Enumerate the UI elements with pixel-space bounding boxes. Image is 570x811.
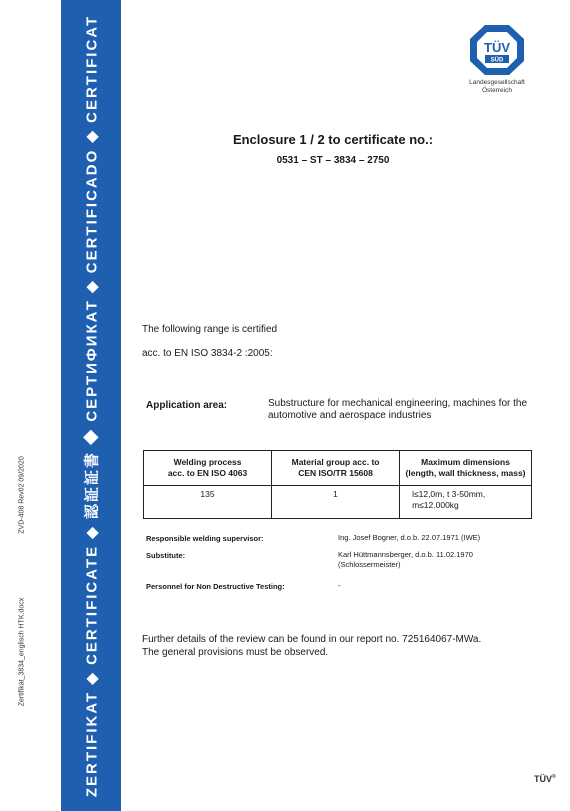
header-material-group [272,451,400,486]
tuv-footer-mark [534,774,556,784]
logo-caption-line1: Landesgesellschaft [469,79,525,86]
header-welding-process [144,451,272,486]
header-line: Material group acc. to [291,457,380,467]
certificate-side-band [61,0,121,811]
logo-text-bottom: SÜD [490,57,504,64]
report-reference: Further details of the review can be found in our report no. 725164067-MWa. [142,634,482,645]
general-provisions: The general provisions must be observed. [142,647,329,658]
substitute-label: Substitute: [146,551,186,560]
document-code: ZVD-408 Rev02 09/2020 [18,456,26,534]
registered-mark: ® [552,774,556,780]
range-statement: The following range is certified [142,324,278,335]
supervisor-label: Responsible welding supervisor: [146,534,264,543]
ndt-label: Personnel for Non Destructive Testing: [146,582,285,591]
header-max-dimensions [400,451,532,486]
file-name: Zertifikat_3834_englisch HTK.docx [18,597,26,707]
table-header-row [144,451,532,486]
logo-caption [462,79,532,95]
supervisor-value: Ing. Josef Bogner, d.o.b. 22.07.1971 (IWE) [338,533,481,542]
tuv-footer-text: TÜV [534,774,552,784]
cell-material-group: 1 [272,486,400,519]
logo-text-top: TÜV [484,40,510,55]
header-line: acc. to EN ISO 4063 [167,468,248,478]
logo-caption-line2: Österreich [482,87,512,94]
tuv-octagon-icon [469,24,525,76]
dims-line: m≤12.000kg [412,500,459,510]
certification-table [143,450,532,519]
application-area-value: Substructure for mechanical engineering, machines for the automotive and aerospace industries [268,398,528,421]
side-band-text: ZERTIFIKAT ◆ CERTIFICATE ◆ 認証証書 ◆ СЕРТИФИКАТ ◆ CERTIFICADO ◆ CERTIFICAT [83,14,101,797]
substitute-value [338,550,473,570]
table-row [144,486,532,519]
substitute-line: (Schlossermeister) [338,560,401,569]
tuv-logo [462,24,532,95]
header-line: CEN ISO/TR 15608 [298,468,373,478]
cell-max-dimensions [400,486,532,519]
dims-line: l≤12,0m, t 3-50mm, [412,489,486,499]
header-line: Welding process [173,457,242,467]
substitute-line: Karl Hüttmannsberger, d.o.b. 11.02.1970 [338,550,473,559]
header-line: (length, wall thickness, mass) [405,468,526,478]
ndt-value: - [338,581,341,590]
cell-welding-process: 135 [144,486,272,519]
certificate-number: 0531 – ST – 3834 – 2750 [276,155,390,166]
enclosure-title: Enclosure 1 / 2 to certificate no.: [232,132,434,147]
header-line: Maximum dimensions [421,457,510,467]
standard-statement: acc. to EN ISO 3834-2 :2005: [142,348,273,359]
application-area-label: Application area: [146,400,228,411]
